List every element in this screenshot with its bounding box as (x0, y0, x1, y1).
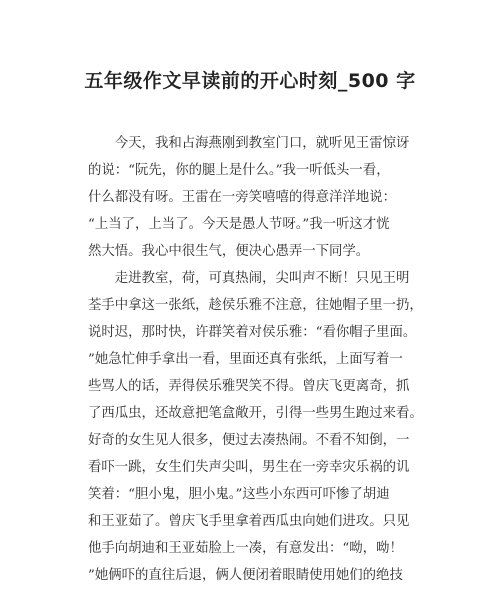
body-line: 说时迟，那时快，许群笑着对侯乐雅：“看你帽子里面。 (88, 325, 417, 340)
body-line: 他手向胡迪和王亚茹脸上一凑，有意发出：“呦，呦！ (88, 541, 403, 556)
body-line: 荃手中拿这一张纸，趁侯乐雅不注意，往她帽子里一扔， (88, 298, 423, 313)
body-line: 什么都没有呀。王雷在一旁笑嘻嘻的得意洋洋地说： (88, 190, 396, 205)
body-line: ”她急忙伸手拿出一看，里面还真有张纸，上面写着一 (88, 352, 403, 367)
body-line: “上当了，上当了。今天是愚人节呀。”我一听这才恍 (88, 217, 390, 232)
document-title: 五年级作文早读前的开心时刻_500 字 (84, 70, 416, 92)
body-line: 笑着：“胆小鬼，胆小鬼。”这些小东西可吓惨了胡迪 (88, 487, 390, 502)
body-line: 和王亚茹了。曾庆飞手里拿着西瓜虫向她们进攻。只见 (88, 514, 410, 529)
body-line: 的说：“阮先，你的腿上是什么。”我一听低头一看， (88, 163, 390, 178)
body-line: 走进教室，荷，可真热闹，尖叫声不断！只见王明 (88, 271, 410, 286)
body-line: 些骂人的话，弄得侯乐雅哭笑不得。曾庆飞更离奇，抓 (88, 379, 410, 394)
body-line: 今天，我和占海燕刚到教室门口，就听见王雷惊讶 (88, 136, 410, 151)
body-line: 好奇的女生见人很多，便过去凑热闹。不看不知倒，一 (88, 433, 410, 448)
body-line: 了西瓜虫，还故意把笔盒敞开，引得一些男生跑过来看。 (88, 406, 423, 421)
document-body (88, 130, 423, 589)
body-line: ”她俩吓的直往后退，俩人便闭着眼睛使用她们的绝技 (88, 568, 403, 583)
body-line: 然大悟。我心中很生气，便决心愚弄一下同学。 (88, 244, 370, 259)
body-line: 看吓一跳，女生们失声尖叫，男生在一旁幸灾乐祸的讥 (88, 460, 410, 475)
